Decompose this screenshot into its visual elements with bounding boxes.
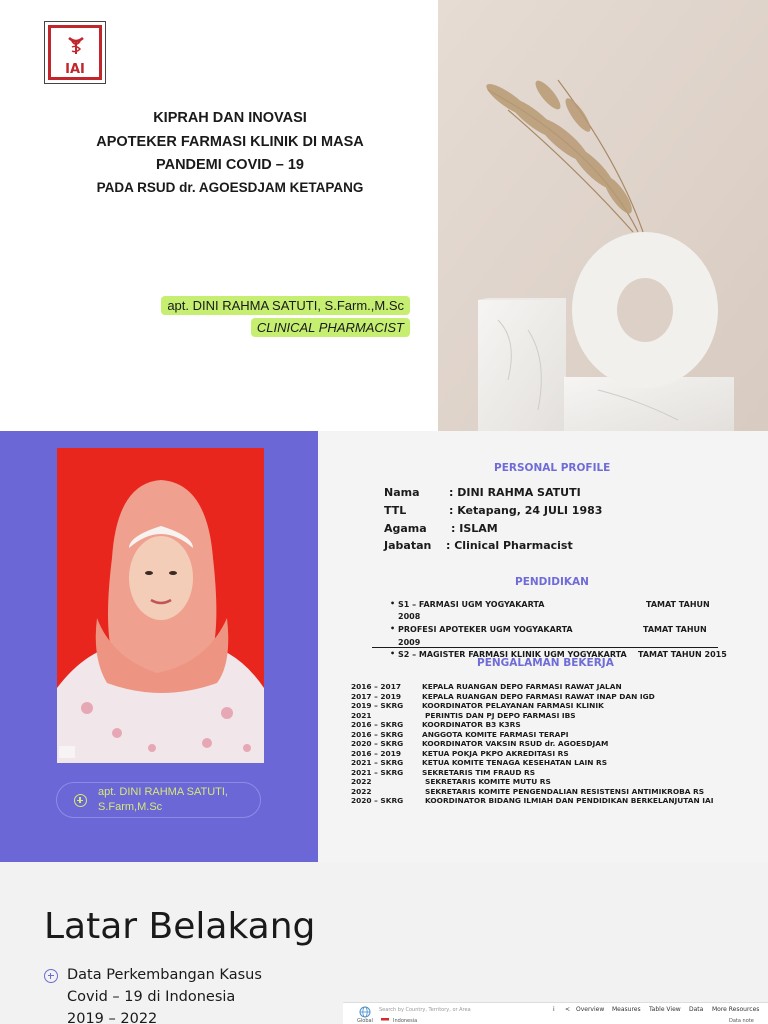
experience-period: 2021 – SKRG <box>351 758 404 767</box>
profile-slide <box>0 431 768 862</box>
experience-description: KOORDINATOR B3 K3RS <box>422 720 521 729</box>
experience-description: ANGGOTA KOMITE FARMASI TERAPI <box>422 729 569 739</box>
edu-item: PROFESI APOTEKER UGM YOGYAKARTA <box>398 625 573 634</box>
background-slide <box>0 862 768 1024</box>
experience-description: KOORDINATOR BIDANG ILMIAH DAN PENDIDIKAN BERKELANJUTAN IAI <box>425 796 714 805</box>
title-line-3: PANDEMI COVID – 19 <box>156 157 304 173</box>
pengalaman-heading: PENGALAMAN BEKERJA <box>477 657 614 669</box>
globe-icon <box>359 1006 371 1018</box>
experience-description: SEKRETARIS KOMITE MUTU RS <box>425 777 551 786</box>
title-line-2: APOTEKER FARMASI KLINIK DI MASA <box>96 134 364 150</box>
screenshot-right-label: Data note <box>729 1018 754 1024</box>
profile-portrait <box>57 448 264 763</box>
screenshot-tab: Table View <box>649 1006 681 1013</box>
bullet-line: Covid – 19 di Indonesia <box>67 989 236 1005</box>
experience-period: 2016 – SKRG <box>351 720 404 729</box>
bullet-line: Data Perkembangan Kasus <box>67 967 262 983</box>
bullet-text <box>67 964 327 1024</box>
edu-item: S1 – FARMASI UGM YOGYAKARTA <box>398 600 545 609</box>
screenshot-tab: Measures <box>612 1006 641 1013</box>
screenshot-global-label: Global <box>357 1018 373 1024</box>
decorative-vase-photo <box>438 0 768 431</box>
profile-label-ttl: TTL <box>384 504 407 517</box>
experience-description: PERINTIS DAN PJ DEPO FARMASI IBS <box>425 710 576 720</box>
edu-bullet: • <box>390 599 396 608</box>
edu-year-label: TAMAT TAHUN <box>643 625 707 634</box>
caduceus-icon <box>63 32 89 58</box>
experience-description: KEPALA RUANGAN DEPO FARMASI RAWAT JALAN <box>422 682 622 691</box>
profile-value-nama: : DINI RAHMA SATUTI <box>449 486 581 499</box>
experience-period: 2021 – SKRG <box>351 767 404 777</box>
screenshot-tab: Data <box>689 1006 704 1013</box>
experience-period: 2016 – 2017 <box>351 682 401 691</box>
author-name: apt. DINI RAHMA SATUTI, S.Farm.,M.Sc <box>161 296 410 315</box>
experience-description: KOORDINATOR PELAYANAN FARMASI KLINIK <box>422 701 604 710</box>
slide-title: Latar Belakang <box>44 906 316 947</box>
profile-label-agama: Agama <box>384 522 427 535</box>
profile-value-jabatan: : Clinical Pharmacist <box>446 539 573 552</box>
pill-name-text: apt. DINI RAHMA SATUTI, S.Farm,M.Sc <box>98 786 228 813</box>
edu-year: 2008 <box>398 612 421 621</box>
profile-label-nama: Nama <box>384 486 420 499</box>
screenshot-search-input: Search by Country, Territory, or Area <box>379 1007 471 1013</box>
edu-bullet: • <box>390 624 396 633</box>
screenshot-country-label: Indonesia <box>393 1018 418 1024</box>
experience-description: KOORDINATOR VAKSIN RSUD dr. AGOESDJAM <box>422 739 609 748</box>
bullet-line: 2019 – 2022 <box>67 1011 158 1024</box>
experience-description: SEKRETARIS TIM FRAUD RS <box>422 767 536 777</box>
experience-period: 2022 <box>351 777 372 786</box>
experience-period: 2020 – SKRG <box>351 739 404 748</box>
profile-left-panel <box>0 431 318 862</box>
experience-description: KETUA POKJA PKPO AKREDITASI RS <box>422 748 569 758</box>
plus-circle-icon <box>44 969 58 983</box>
author-role: CLINICAL PHARMACIST <box>251 318 410 337</box>
share-icon: < <box>565 1006 571 1013</box>
edu-bullet: • <box>390 649 396 658</box>
edu-item: S2 – MAGISTER FARMASI KLINIK UGM YOGYAKARTA <box>398 650 627 659</box>
experience-period: 2020 – SKRG <box>351 796 404 805</box>
plus-circle-icon <box>74 794 87 807</box>
experience-period: 2021 <box>351 710 372 720</box>
experience-period: 2016 – SKRG <box>351 729 404 739</box>
experience-period: 2022 <box>351 786 372 796</box>
experience-description: SEKRETARIS KOMITE PENGENDALIAN RESISTENSI ANTIMIKROBA RS <box>425 786 705 796</box>
divider <box>372 647 718 648</box>
logo-text: IAI <box>65 62 85 77</box>
screenshot-tab: More Resources <box>712 1006 760 1013</box>
title-line-1: KIPRAH DAN INOVASI <box>153 110 307 126</box>
info-icon: i <box>553 1006 555 1013</box>
profile-value-agama: : ISLAM <box>451 522 498 535</box>
name-pill <box>56 782 261 818</box>
experience-period: 2016 – 2019 <box>351 748 401 758</box>
iai-logo <box>44 21 106 84</box>
indonesia-flag-icon <box>381 1018 389 1023</box>
experience-description: KEPALA RUANGAN DEPO FARMASI RAWAT INAP DAN IGD <box>422 691 655 701</box>
pendidikan-heading: PENDIDIKAN <box>515 576 589 588</box>
edu-year: 2009 <box>398 638 421 647</box>
screenshot-tab: Overview <box>576 1006 605 1013</box>
edu-year-label: TAMAT TAHUN 2015 <box>638 650 727 659</box>
experience-period: 2019 – SKRG <box>351 701 404 710</box>
edu-year-label: TAMAT TAHUN <box>646 600 710 609</box>
profile-value-ttl: : Ketapang, 24 JULI 1983 <box>449 504 603 517</box>
personal-profile-heading: PERSONAL PROFILE <box>494 462 611 474</box>
title-slide <box>0 0 768 431</box>
profile-label-jabatan: Jabatan <box>384 539 432 552</box>
dashboard-screenshot <box>343 1002 768 1024</box>
experience-period: 2017 – 2019 <box>351 691 401 701</box>
title-line-4: PADA RSUD dr. AGOESDJAM KETAPANG <box>96 180 364 195</box>
experience-description: KETUA KOMITE TENAGA KESEHATAN LAIN RS <box>422 758 608 767</box>
